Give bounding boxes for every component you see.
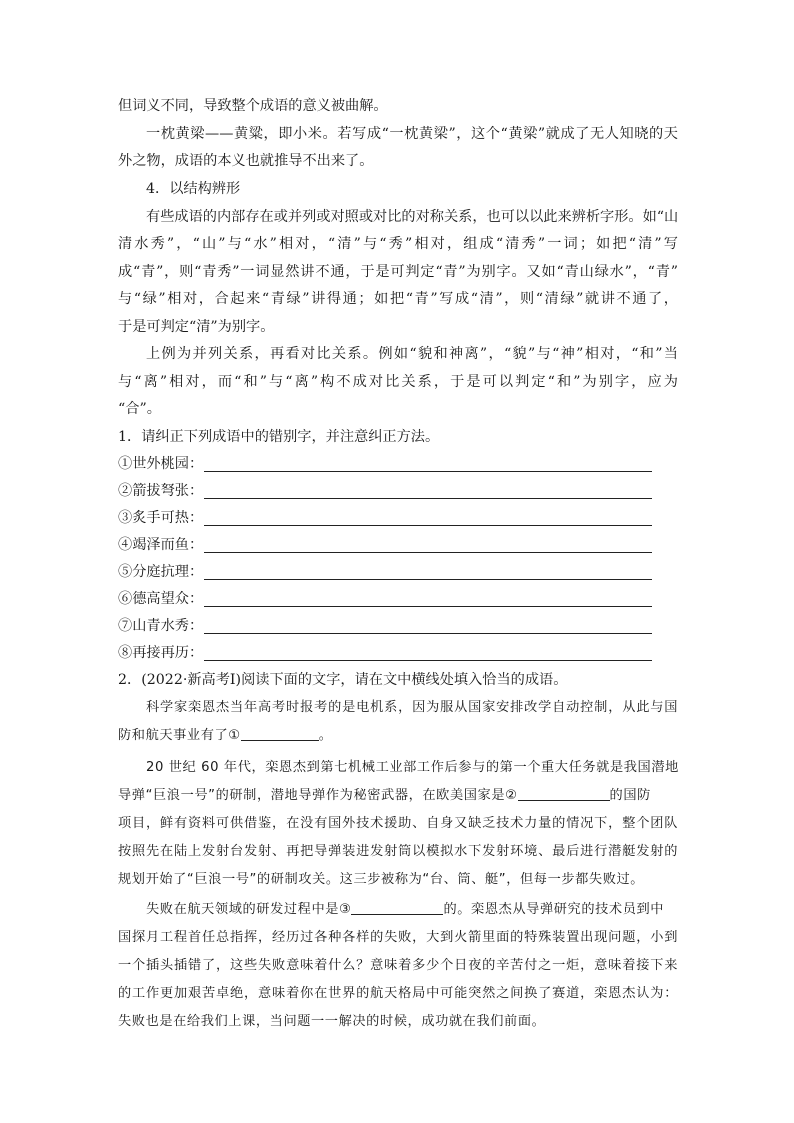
paragraph-line: 但词义不同，导致整个成语的意义被曲解。 <box>118 98 388 114</box>
answer-line[interactable] <box>204 471 652 472</box>
blank-3[interactable] <box>351 900 443 915</box>
question-2-prompt: 2．(2022·新高考Ⅰ)阅读下面的文字，请在文中横线处填入恰当的成语。 <box>118 672 568 688</box>
section-heading: 4．以结构辨形 <box>146 181 241 197</box>
passage-line: 失败也是在给我们上课，当问题一一解决的时候，成功就在我们前面。 <box>118 1014 546 1029</box>
paragraph-line: 与“离”相对，而“和”与“离”构不成对比关系，于是可以判定“和”为别字，应为 <box>118 374 678 390</box>
q1-item-label: ①世外桃园： <box>118 456 204 472</box>
paragraph-line: 有些成语的内部存在或并列或对照或对比的对称关系，也可以以此来辨析字形。如“山 <box>146 209 679 225</box>
q1-item-label: ⑤分庭抗理： <box>118 564 204 580</box>
paragraph-line: 一枕黄梁——黄粱，即小米。若写成“一枕黄梁”，这个“黄梁”就成了无人知晓的天 <box>146 126 678 142</box>
q1-item <box>118 535 203 555</box>
passage-line: 的工作更加艰苦卓绝，意味着你在世界的航天格局中可能突然之间换了赛道，栾恩杰认为： <box>118 986 678 1001</box>
passage-text: 导弹“巨浪一号”的研制，潜地导弹作为秘密武器，在欧美国家是② <box>118 788 518 803</box>
passage-line: 项目，鲜有资料可供借鉴，在没有国外技术援助、自身又缺乏技术力量的情况下，整个团队 <box>118 816 678 831</box>
answer-line[interactable] <box>204 633 652 634</box>
q1-item-label: ⑧再接再历： <box>118 645 204 661</box>
q1-item-label: ⑦山青水秀： <box>118 618 204 634</box>
q1-item <box>118 589 203 609</box>
passage-line: 20 世纪 60 年代，栾恩杰到第七机械工业部工作后参与的第一个重大任务就是我国潜地 <box>146 760 679 775</box>
q1-item <box>118 616 203 636</box>
passage-text: 。 <box>318 728 333 743</box>
answer-line[interactable] <box>204 525 652 526</box>
q1-item <box>118 643 203 663</box>
paragraph-line: 成“青”，则“青秀”一词显然讲不通，于是可判定“青”为别字。又如“青山绿水”，“青” <box>118 264 678 280</box>
passage-line: 一个插头插错了，这些失败意味着什么？意味着多少个日夜的辛苦付之一炬，意味着接下来 <box>118 958 678 973</box>
q1-item-label: ③炙手可热： <box>118 510 204 526</box>
passage-line: 国探月工程首任总指挥，经历过各种各样的失败，大到火箭里面的特殊装置出现问题，小到 <box>118 930 678 945</box>
passage-line: 科学家栾恩杰当年高考时报考的是电机系，因为服从国家安排改学自动控制，从此与国 <box>146 700 678 715</box>
answer-line[interactable] <box>204 552 652 553</box>
q1-item <box>118 454 203 474</box>
passage-text: 失败在航天领域的研发过程中是③ <box>146 902 352 917</box>
paragraph-line: 清水秀”，“山”与“水”相对，“清”与“秀”相对，组成“清秀”一词；如把“清”写 <box>118 236 678 252</box>
passage-text: 的国防 <box>609 788 651 803</box>
passage-line: 按照先在陆上发射台发射、再把导弹装进发射筒以模拟水下发射环境、最后进行潜艇发射的 <box>118 844 678 859</box>
blank-1[interactable] <box>241 726 319 741</box>
passage-text: 防和航天事业有了① <box>118 728 241 743</box>
paragraph-line: 与“绿”相对，合起来“青绿”讲得通；如把“青”写成“清”，则“清绿”就讲不通了， <box>118 291 678 307</box>
q1-item-label: ④竭泽而鱼： <box>118 537 204 553</box>
answer-line[interactable] <box>204 660 652 661</box>
paragraph-line: 上例为并列关系，再看对比关系。例如“貌和神离”，“貌”与“神”相对，“和”当 <box>146 346 678 362</box>
paragraph-line: “合”。 <box>118 401 161 417</box>
question-1-prompt: 1．请纠正下列成语中的错别字，并注意纠正方法。 <box>118 429 440 445</box>
q1-item-label: ②箭拔弩张： <box>118 483 204 499</box>
answer-line[interactable] <box>204 498 652 499</box>
paragraph-line: 于是可判定“清”为别字。 <box>118 319 275 335</box>
q1-item <box>118 508 203 528</box>
passage-line: 规划开始了“巨浪一号”的研制攻关。这三步被称为“台、筒、艇”，但每一步都失败过。 <box>118 872 645 887</box>
passage-line <box>146 900 664 920</box>
q1-item <box>118 481 203 501</box>
paragraph-line: 外之物，成语的本义也就推导不出来了。 <box>118 153 374 169</box>
passage-line <box>118 786 651 806</box>
q1-item <box>118 562 203 582</box>
passage-line <box>118 726 333 746</box>
answer-line[interactable] <box>204 606 652 607</box>
blank-2[interactable] <box>518 786 610 801</box>
q1-item-label: ⑥德高望众： <box>118 591 204 607</box>
passage-text: 的。栾恩杰从导弹研究的技术员到中 <box>443 902 665 917</box>
answer-line[interactable] <box>204 579 652 580</box>
